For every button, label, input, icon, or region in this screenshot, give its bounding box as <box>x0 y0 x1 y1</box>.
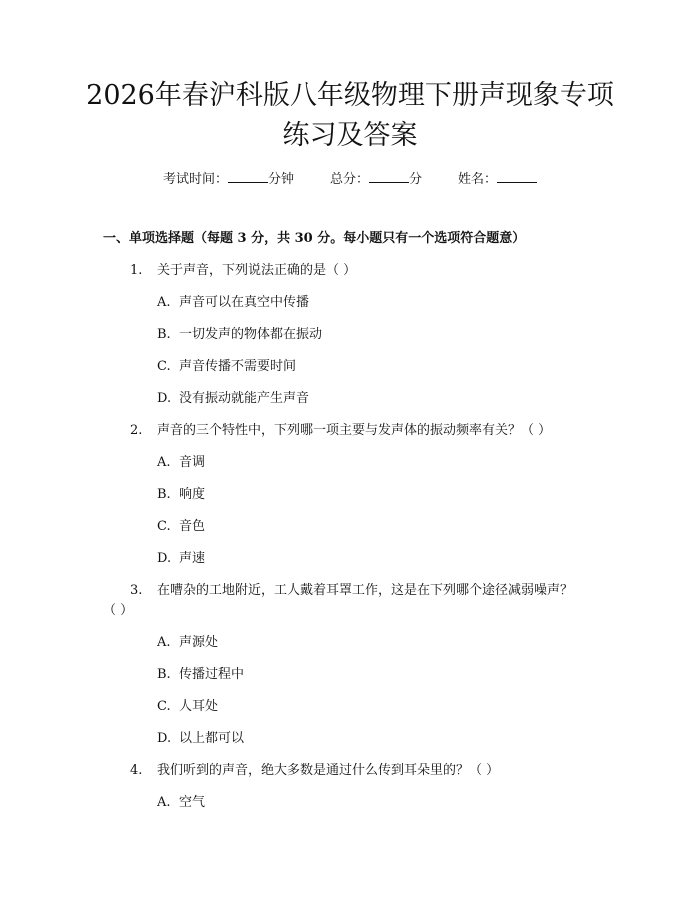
option-letter: D. <box>157 551 172 566</box>
score-unit: 分 <box>409 172 423 187</box>
option-3a <box>157 634 218 652</box>
option-2b <box>157 486 205 504</box>
option-text: 声音可以在真空中传播 <box>179 295 310 310</box>
score-label: 总分： <box>329 172 369 187</box>
option-letter: B. <box>157 327 171 342</box>
question-number: 4. <box>130 763 143 778</box>
question-number: 2. <box>130 423 143 438</box>
name-blank <box>497 169 537 183</box>
document-title <box>60 76 640 156</box>
option-letter: A. <box>157 295 171 310</box>
time-unit: 分钟 <box>267 172 294 187</box>
question-text: 声音的三个特性中，下列哪一项主要与发声体的振动频率有关？（ ） <box>157 423 552 438</box>
option-text: 人耳处 <box>179 699 219 714</box>
option-text: 一切发声的物体都在振动 <box>179 327 323 342</box>
option-text: 响度 <box>179 487 206 502</box>
option-1b <box>157 326 322 344</box>
score-blank <box>369 169 409 183</box>
option-3d <box>157 730 244 748</box>
question-number: 1. <box>130 263 143 278</box>
option-letter: D. <box>157 731 172 746</box>
option-1a <box>157 294 309 312</box>
option-3c <box>157 698 218 716</box>
option-4a <box>157 794 205 812</box>
option-text: 音调 <box>179 455 206 470</box>
option-letter: C. <box>157 699 171 714</box>
option-text: 声音传播不需要时间 <box>179 359 297 374</box>
option-letter: A. <box>157 635 171 650</box>
option-text: 声源处 <box>179 635 219 650</box>
exam-meta <box>0 169 700 189</box>
option-letter: B. <box>157 667 171 682</box>
option-text: 传播过程中 <box>179 667 245 682</box>
option-text: 空气 <box>179 795 206 810</box>
option-1d <box>157 390 309 408</box>
option-letter: A. <box>157 455 171 470</box>
option-letter: B. <box>157 487 171 502</box>
time-blank <box>228 169 268 183</box>
option-3b <box>157 666 244 684</box>
option-text: 以上都可以 <box>179 731 245 746</box>
question-text-cont: （ ） <box>103 603 134 618</box>
question-text: 关于声音，下列说法正确的是（ ） <box>157 263 357 278</box>
option-letter: C. <box>157 519 171 534</box>
question-3-continuation <box>103 602 133 620</box>
option-text: 音色 <box>179 519 206 534</box>
question-text: 在嘈杂的工地附近，工人戴着耳罩工作，这是在下列哪个途径减弱噪声？ <box>157 583 574 598</box>
name-label: 姓名： <box>458 172 498 187</box>
option-letter: A. <box>157 795 171 810</box>
option-letter: D. <box>157 391 172 406</box>
title-line-1: 2026年春沪科版八年级物理下册声现象专项 <box>86 80 614 111</box>
option-text: 没有振动就能产生声音 <box>179 391 310 406</box>
option-1c <box>157 358 296 376</box>
time-label: 考试时间： <box>162 172 228 187</box>
option-2c <box>157 518 205 536</box>
question-number: 3. <box>130 583 143 598</box>
question-text: 我们听到的声音，绝大多数是通过什么传到耳朵里的？（ ） <box>157 763 500 778</box>
section-title: 一、单项选择题（每题 3 分，共 30 分。每小题只有一个选项符合题意） <box>103 231 526 246</box>
option-2d <box>157 550 205 568</box>
option-letter: C. <box>157 359 171 374</box>
option-text: 声速 <box>179 551 206 566</box>
option-2a <box>157 454 205 472</box>
title-line-2: 练习及答案 <box>282 120 418 151</box>
